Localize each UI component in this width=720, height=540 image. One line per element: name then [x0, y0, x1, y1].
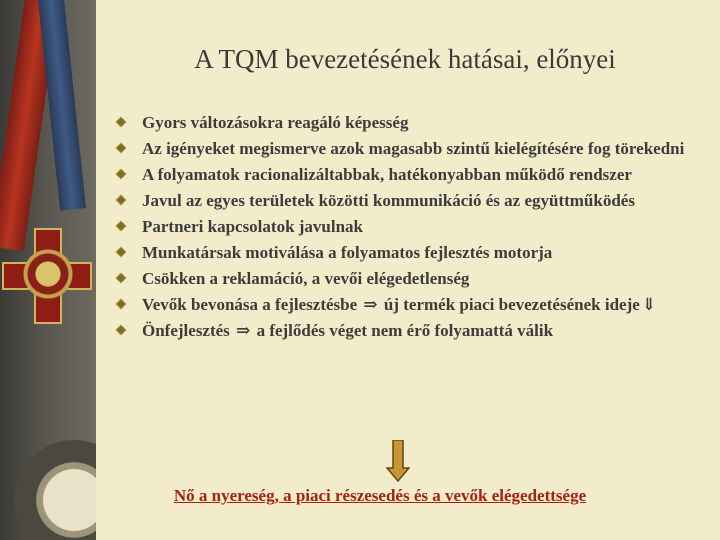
- diamond-bullet-icon: [117, 118, 125, 126]
- down-arrow-icon: [386, 440, 410, 482]
- list-item-text: Az igényeket megismerve azok magasabb szintű kielégítésére fog törekedni: [142, 139, 685, 158]
- list-item-text-post: a fejlődés véget nem érő folyamattá válik: [256, 321, 554, 340]
- list-item-text-pre: Vevők bevonása a fejlesztésbe: [142, 295, 358, 314]
- diamond-bullet-icon: [117, 248, 125, 256]
- diamond-bullet-icon: [117, 144, 125, 152]
- diamond-bullet-icon: [117, 326, 125, 334]
- conclusion-text: Nő a nyereség, a piaci részesedés és a vevők elégedettsége: [173, 486, 587, 505]
- compass-icon: [14, 440, 96, 540]
- diamond-bullet-icon: [117, 274, 125, 282]
- list-item-text-pre: Önfejlesztés: [142, 321, 230, 340]
- list-item: [118, 164, 714, 186]
- diamond-bullet-icon: [117, 300, 125, 308]
- slide-title: A TQM bevezetésének hatásai, előnyei: [194, 44, 616, 74]
- list-item-text: Munkatársak motiválása a folyamatos fejlesztés motorja: [142, 243, 553, 262]
- list-item: [118, 242, 714, 264]
- decorative-image-strip: [0, 0, 96, 540]
- list-item-text: Partneri kapcsolatok javulnak: [142, 217, 364, 236]
- diamond-bullet-icon: [117, 222, 125, 230]
- diamond-bullet-icon: [117, 170, 125, 178]
- bullet-list: [118, 112, 714, 346]
- diamond-bullet-icon: [117, 196, 125, 204]
- list-item: [118, 320, 714, 342]
- list-item: [118, 138, 714, 160]
- implies-arrow-icon: ⇒: [363, 295, 378, 314]
- implies-arrow-icon: ⇒: [236, 321, 251, 340]
- list-item: [118, 190, 714, 212]
- list-item: [118, 268, 714, 290]
- list-item: [118, 294, 714, 316]
- list-item-text: A folyamatok racionalizáltabbak, hatékonyabban működő rendszer: [142, 165, 632, 184]
- list-item-text: Javul az egyes területek közötti kommunikáció és az együttműködés: [142, 191, 635, 210]
- list-item: [118, 216, 714, 238]
- list-item-text: Gyors változásokra reagáló képesség: [142, 113, 409, 132]
- list-item-text-post: új termék piaci bevezetésének ideje: [383, 295, 640, 314]
- medal-icon: [4, 230, 92, 318]
- list-item: [118, 112, 714, 134]
- down-double-arrow-icon: ⇓: [641, 295, 657, 314]
- list-item-text: Csökken a reklamáció, a vevői elégedetlenség: [142, 269, 470, 288]
